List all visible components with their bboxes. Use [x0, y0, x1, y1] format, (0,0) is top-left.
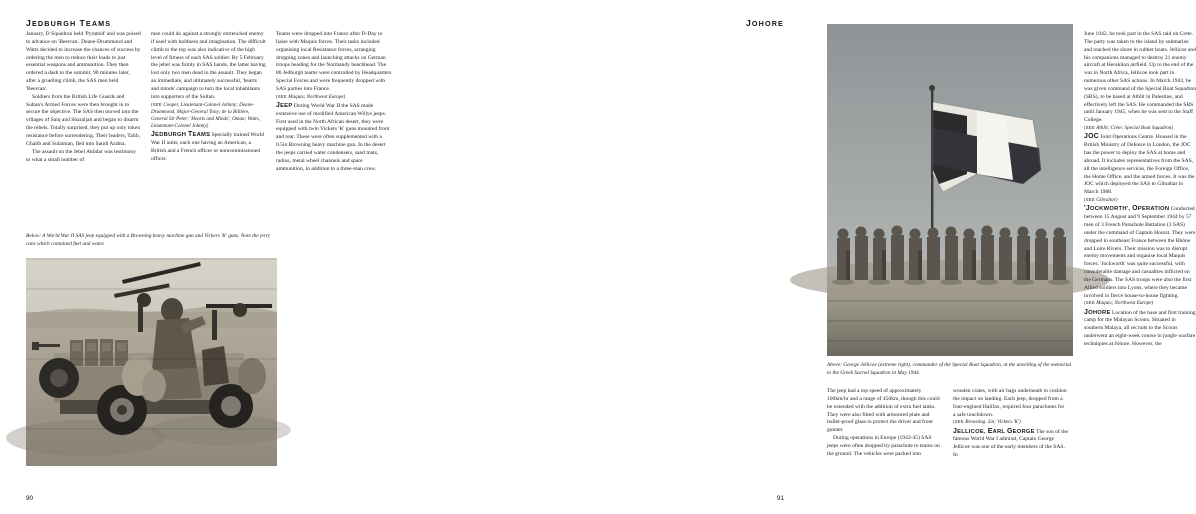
right-lower-column-2	[953, 388, 1068, 460]
entry-headword: JOC	[1084, 133, 1099, 141]
right-lower-column-1	[827, 388, 942, 460]
greek-sacred-squadron-photo	[827, 24, 1073, 356]
left-running-head: JEDBURGH TEAMS	[26, 18, 112, 28]
entry-body: During World War II the SAS made extensive use of modified American Willys jeeps. First used in the North African desert, they were equipped with twin Vickers 'K' guns mounted front and rear. These were often supplemented with a 0.5in Browning heavy machine gun. In the desert the jeeps carried water condensers, sand mats, radios, metal wheel channels and spare ammunition, in addition to a three-man crew.	[276, 102, 390, 172]
cross-reference: (SEE Athlit; Crete; Special Boat Squadron)	[1084, 125, 1174, 132]
entry-headword: 'JOCKWORTH', OPERATION	[1084, 205, 1170, 213]
entry-headword: JEDBURGH TEAMS	[151, 131, 211, 139]
cross-reference: (SEE Gibraltar)	[1084, 197, 1118, 204]
entry-joc	[1084, 132, 1196, 197]
entry-body: Location of the base and first training camp for the Malayan Scouts. Situated in southern Malaya, all recruits to the Scouts underwent an eight-week course in jungle warfare techniques at Johore. However, the	[1084, 309, 1196, 347]
paragraph: men could do against a strongly entrenched enemy if used with boldness and imagination. The difficult climb to the top was also indicative of the high level of fitness of each SAS soldier. By 5 February the jebel was firmly in SAS hands, the latter having lost only two men dead in the assault. They began an immediate, and ultimately successful, 'hearts and minds' campaign to turn the local inhabitants into supporters of the Sultan.	[151, 31, 266, 100]
paragraph: Teams were dropped into France after D-Day to liaise with Maquis forces. Their tasks included organising local Resistance forces, arranging dropping zones and launching attacks on German troops heading for the Normandy beachhead. The 86 Jedburgh teams were controlled by Headquarters Special Forces and were frequently dropped with SAS parties into France.	[276, 31, 392, 92]
right-photo-caption: Above: George Jellicoe (extreme right), commander of the Special Boat Squadron, at the unveiling of the memorial to the Greek Sacred Squadron in May 1944.	[827, 362, 1072, 376]
entry-body: The son of the famous World War I admiral, Captain George Jellicoe was one of the early members of the SAS. In	[953, 428, 1068, 459]
sas-jeep-photo	[26, 258, 277, 466]
right-page	[405, 0, 1196, 514]
left-page	[0, 0, 405, 514]
entry-jedburgh-teams	[151, 130, 266, 163]
paragraph: Soldiers from the British Life Guards and Sultan's Armed Forces were then brought in to secure the objective. The SAS then moved into the villages of Saiq and Sharaijah and began to disarm the rebels. Totally surprised, they put up only token resistance before surrendering. Their leaders, Talib, Ghalib and Sulaiman, fled into Saudi Arabia.	[26, 93, 141, 147]
entry-body: Conducted between 15 August and 9 September 1944 by 57 men of 3 French Parachute Battalion (3 SAS) under the command of Captain Hourst. They were dropped in southeast France between the Rhône and Loire Rivers. Their mission was to disrupt enemy movements and organise local Maquis forces. 'Jockworth' was quite successful, with considerable damage and casualties inflicted on the Germans. The SAS troops were also the first Allied soldiers into Lyons, where they became involved in fierce house-to-house fighting.	[1084, 206, 1196, 299]
cross-reference: (SEE Cooper, Lieutenant-Colonel Johnny; Deane-Drummond, Major-General Tony; de la Billière, General Sir Peter; 'Hearts and Minds'; Oman; Watts, Lieutenant-Colonel Johnny)	[151, 101, 260, 130]
entry-headword: JEEP	[276, 101, 293, 109]
right-running-head: JOHORE	[745, 18, 784, 28]
paragraph: During operations in Europe (1943-45) SAS jeeps were often dropped by parachute to teams on the ground. The vehicles were packed into	[827, 435, 940, 457]
right-lower-columns	[827, 388, 1073, 460]
cross-reference: (SEE Maquis; Northwest Europe)	[1084, 300, 1154, 307]
entry-headword: JELLICOE, EARL GEORGE	[953, 427, 1035, 435]
paragraph: The jeep had a top speed of approximately 100km/hr and a range of 450km, though this could be extended with the addition of extra fuel tanks. They were also fitted with armoured plate and bullet-proof glass to protect the driver and front gunner.	[827, 388, 940, 434]
paragraph: The assault on the Jebel Akhdar was testimony to what a small number of	[26, 148, 136, 163]
entry-jockworth-operation	[1084, 204, 1196, 300]
left-column-2	[151, 31, 266, 174]
entry-jeep	[276, 101, 392, 174]
left-column-1	[26, 31, 141, 174]
cross-reference: (SEE Browning .5in; Vickers 'K')	[953, 419, 1021, 426]
left-page-number: 90	[26, 495, 34, 502]
paragraph: wooden crates, with air bags underneath to cushion the impact on landing. Each jeep, dropped from a four-engined Halifax, required four parachutes for a safe touchdown.	[953, 388, 1067, 418]
paragraph: June 1942, he took part in the SAS raid on Crete. The party was taken to the island by submarine and reached the shore in rubber boats. Jellicoe and his companions managed to destroy 21 enemy aircraft at Heraklion airfield. Up to the end of the war in North Africa, Jellicoe took part in numerous other SAS actions. In March 1943, he was given command of the Special Boat Squadron (SBS), to be based at Athlit in Palestine, and effectively left the SAS. He commanded the SBS until January 1945, when he was sent to the Staff College.	[1084, 31, 1196, 124]
entry-johore	[1084, 308, 1196, 349]
entry-jellicoe-earl-george	[953, 427, 1068, 460]
entry-headword: JOHORE	[1084, 308, 1111, 316]
left-photo-caption: Below: A World War II SAS jeep equipped with a Browning heavy machine gun and Vickers 'K' guns. Note the jerry cans which contained fuel and water.	[26, 233, 271, 247]
right-page-number: 91	[776, 495, 784, 502]
cross-reference: (SEE Maquis; Northwest Europe)	[276, 93, 346, 100]
left-column-3	[276, 31, 392, 174]
left-page-columns	[26, 31, 392, 174]
right-far-column	[1084, 31, 1196, 349]
paragraph: January, D Squadron held 'Pyramid' and was poised to advance on 'Beercan'. Deane-Drummond and Watts decided to increase the chances of success by ordering the men to reduce their loads to just essential weapons and ammunition. They then ordered a dash to the summit, 90 minutes later, after a gruelling climb, the SAS men held 'Beercan'.	[26, 31, 141, 92]
entry-body: Specially trained World War II units, each one having an American, a British and a French officer or noncommissioned officer.	[151, 132, 265, 162]
entry-body: Joint Operations Centre. Housed in the British Ministry of Defence in London, the JOC has the power to deploy the SAS at home and abroad. It includes representatives from the SAS, all the intelligence services, the Foreign Office, the Home Office, and the armed forces. It was the JOC which deployed the SAS to Gibraltar in March 1988.	[1084, 134, 1195, 196]
